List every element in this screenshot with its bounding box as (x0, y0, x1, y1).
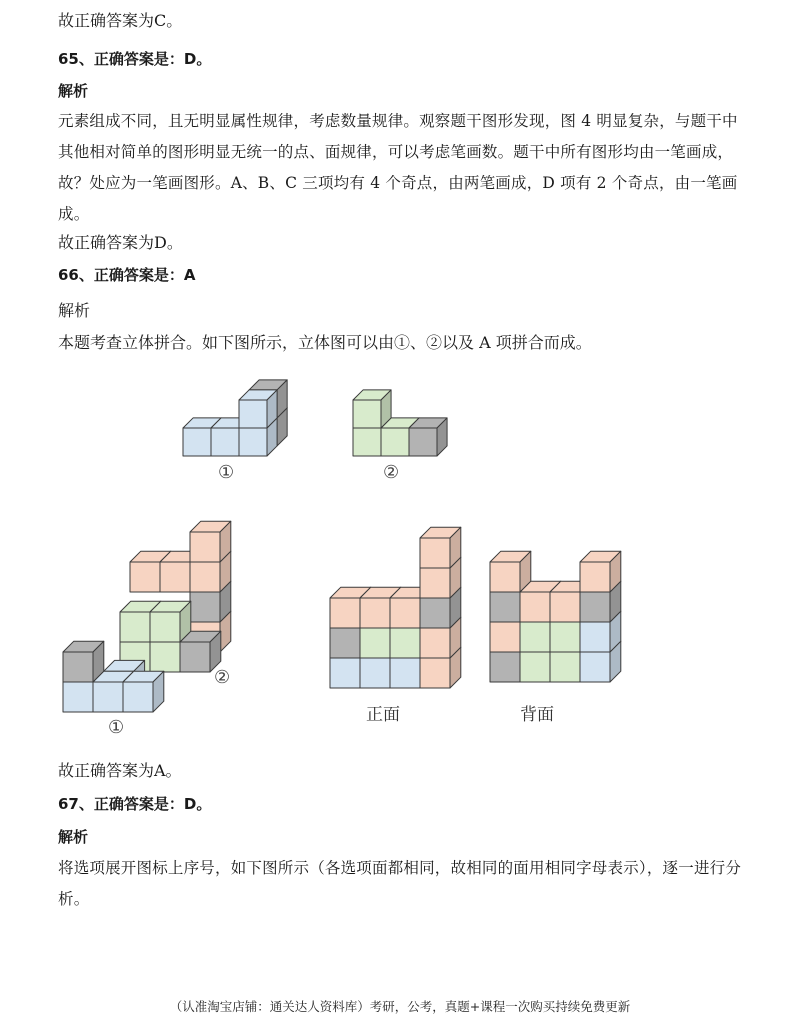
cube-front-face (353, 400, 381, 428)
cube-front-face (190, 562, 220, 592)
cube-front-face (123, 682, 153, 712)
q65-analysis-text: 元素组成不同，且无明显属性规律，考虑数量规律。观察题干图形发现，图 4 明显复杂，与题干中其他相对简单的图形明显无统一的点、面规律，可以考虑笔画数。题干中所有图形均由一笔画成，故？处应为一笔画图形。A、B、C 三项均有 4 个奇点，由两笔画成，D 项有 2 个奇点，由一笔画成。 (58, 112, 738, 223)
cube-front-face (381, 428, 409, 456)
cube-front-face (160, 562, 190, 592)
cube-front-face (520, 592, 550, 622)
cube-front-face (490, 562, 520, 592)
cube-front-face (63, 682, 93, 712)
cube-front-face (390, 598, 420, 628)
cube-front-face (360, 598, 390, 628)
piece-1-label: ① (218, 462, 235, 483)
piece-1-label-exploded: ① (108, 717, 125, 738)
cube-front-face (580, 622, 610, 652)
cube-front-face (420, 538, 450, 568)
q66-analysis-heading: 解析 (58, 301, 91, 320)
q65-answer: 65、正确答案是：D。 (58, 50, 212, 68)
cube-front-face (520, 622, 550, 652)
cube-front-face (330, 658, 360, 688)
cube-front-face (360, 658, 390, 688)
cube-front-face (490, 592, 520, 622)
cube-front-face (190, 532, 220, 562)
cube-front-face (330, 628, 360, 658)
cube-front-face (420, 658, 450, 688)
cube-front-face (360, 628, 390, 658)
q65-analysis-heading: 解析 (58, 82, 89, 100)
cube-drawings (63, 380, 621, 712)
cube-front-face (190, 592, 220, 622)
cube-front-face (239, 400, 267, 428)
piece-2-label: ② (383, 462, 400, 483)
cube-front-face (211, 428, 239, 456)
cube-front-face (550, 622, 580, 652)
cube-front-face (420, 598, 450, 628)
cube-front-face (150, 642, 180, 672)
cube-front-face (409, 428, 437, 456)
cube-front-face (550, 652, 580, 682)
cube-front-face (183, 428, 211, 456)
cube-front-face (420, 568, 450, 598)
cube-front-face (520, 652, 550, 682)
answer-line-a: 故正确答案为A。 (58, 761, 182, 780)
cube-front-face (239, 428, 267, 456)
back-view-caption: 背面 (520, 705, 554, 725)
cube-front-face (550, 592, 580, 622)
cube-front-face (420, 628, 450, 658)
footer-note: （认准淘宝店铺：通关达人资料库）考研，公考，真题+课程一次购买持续免费更新 (169, 999, 631, 1014)
cube-front-face (580, 592, 610, 622)
cube-front-face (130, 562, 160, 592)
cube-front-face (63, 652, 93, 682)
cube-front-face (490, 652, 520, 682)
cube-front-face (120, 612, 150, 642)
cube-front-face (353, 428, 381, 456)
cube-front-face (580, 652, 610, 682)
answer-line-d: 故正确答案为D。 (58, 233, 183, 252)
answer-line-c: 故正确答案为C。 (58, 11, 183, 30)
cube-front-face (580, 562, 610, 592)
piece-2-label-exploded: ② (214, 667, 231, 688)
cube-front-face (390, 658, 420, 688)
cube-front-face (330, 598, 360, 628)
q67-analysis-text: 将选项展开图标上序号，如下图所示（各选项面都相同，故相同的面用相同字母表示），逐一进行分析。 (58, 859, 742, 908)
cube-front-face (490, 622, 520, 652)
cube-front-face (150, 612, 180, 642)
q67-analysis-heading: 解析 (58, 828, 89, 846)
cube-front-face (180, 642, 210, 672)
cube-front-face (390, 628, 420, 658)
q66-answer: 66、正确答案是：A (58, 266, 196, 284)
q66-analysis-text: 本题考查立体拼合。如下图所示，立体图可以由①、②以及 A 项拼合而成。 (58, 333, 592, 352)
q67-answer: 67、正确答案是：D。 (58, 795, 212, 813)
cube-front-face (93, 682, 123, 712)
front-view-caption: 正面 (366, 705, 400, 725)
